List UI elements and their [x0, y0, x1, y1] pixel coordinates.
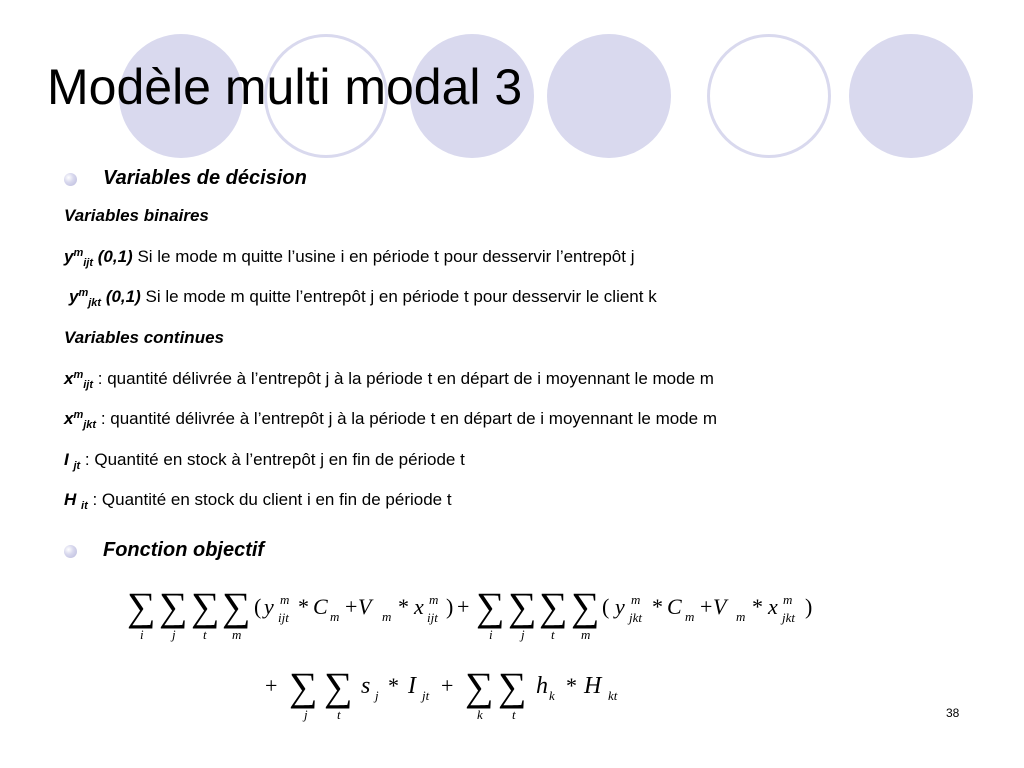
sum-symbol: ∑ — [289, 664, 318, 709]
page-number: 38 — [946, 706, 960, 720]
var-s: s — [361, 673, 371, 699]
var-y: y — [615, 594, 625, 619]
sum-symbol: ∑ — [222, 584, 251, 629]
var-C: C — [313, 594, 328, 619]
variable-symbol: H $_{it}$ — [64, 490, 88, 512]
sum-symbol: ∑ — [465, 664, 494, 709]
variable-symbol: $x^m_{jkt}$ — [64, 409, 97, 431]
plus: + — [457, 594, 470, 619]
var-x: x — [768, 594, 778, 619]
var-C: C — [667, 594, 682, 619]
plus: + — [700, 594, 713, 619]
variable-symbol: I $_{jt}$ — [64, 450, 81, 472]
sum-index: t — [337, 707, 341, 722]
variable-description: : Quantité en stock à l’entrepôt j en fin de période t — [80, 450, 465, 469]
subscript: ijt — [427, 610, 438, 625]
sum-index: j — [521, 627, 525, 642]
variable-description: : quantité délivrée à l’entrepôt j à la période t en départ de i moyennant le mode m — [93, 369, 714, 388]
sum-symbol: ∑ — [159, 584, 188, 629]
superscript: m — [631, 592, 641, 607]
variable-description: : Quantité en stock du client i en fin de période t — [87, 490, 452, 509]
var-H: H — [584, 673, 602, 699]
paren: ) — [446, 594, 454, 619]
variable-symbol: $y^m_{jkt}$ — [69, 287, 102, 309]
subscript: ijt — [278, 610, 289, 625]
subscript: kt — [608, 688, 618, 703]
sum-index: i — [140, 627, 144, 642]
sum-symbol: ∑ — [476, 584, 505, 629]
subscript: m — [382, 609, 392, 624]
subscript: m — [736, 609, 746, 624]
sum-symbol: ∑ — [191, 584, 220, 629]
variable-description: Si le mode m quitte l’usine i en période t pour desservir l’entrepôt j — [132, 247, 635, 266]
subscript: m — [685, 609, 695, 624]
sum-index: t — [551, 627, 555, 642]
var-y: y — [264, 594, 274, 619]
subscript: jkt — [629, 610, 642, 625]
subscript: m — [330, 609, 340, 624]
variable-domain: (0,1) — [93, 247, 133, 266]
sum-symbol: ∑ — [539, 584, 568, 629]
subscript: k — [549, 688, 555, 703]
variable-description: Si le mode m quitte l’entrepôt j en période t pour desservir le client k — [140, 287, 657, 306]
sum-symbol: ∑ — [571, 584, 600, 629]
plus: + — [441, 673, 454, 698]
var-V: V — [713, 594, 727, 619]
sum-symbol: ∑ — [324, 664, 353, 709]
sum-symbol: ∑ — [127, 584, 156, 629]
sum-index: m — [232, 627, 242, 642]
slide-title: Modèle multi modal 3 — [47, 59, 523, 115]
sum-index: k — [477, 707, 483, 722]
var-x: x — [414, 594, 424, 619]
sum-index: i — [489, 627, 493, 642]
sum-index: t — [512, 707, 516, 722]
paren: ( — [602, 594, 610, 619]
times: * — [566, 673, 577, 698]
variable-symbol: $y^m_{ijt}$ — [64, 247, 94, 269]
var-V: V — [358, 594, 372, 619]
sum-symbol: ∑ — [498, 664, 527, 709]
section-heading: Fonction objectif — [103, 539, 265, 561]
var-h: h — [536, 673, 548, 699]
subheading-binary: Variables binaires — [64, 206, 209, 225]
plus: + — [345, 594, 358, 619]
times: * — [398, 594, 409, 619]
times: * — [298, 594, 309, 619]
superscript: m — [429, 592, 439, 607]
paren: ) — [805, 594, 813, 619]
times: * — [388, 673, 399, 698]
superscript: m — [280, 592, 290, 607]
variable-symbol: $x^m_{ijt}$ — [64, 369, 94, 391]
sum-index: j — [172, 627, 176, 642]
sum-symbol: ∑ — [508, 584, 537, 629]
sum-index: j — [304, 707, 308, 722]
sum-index: t — [203, 627, 207, 642]
subscript: j — [375, 688, 379, 703]
paren: ( — [254, 594, 262, 619]
variable-domain: (0,1) — [101, 287, 141, 306]
var-I: I — [408, 673, 416, 699]
times: * — [752, 594, 763, 619]
plus: + — [265, 673, 278, 698]
subscript: jt — [422, 688, 430, 703]
variable-description: : quantité délivrée à l’entrepôt j à la période t en départ de i moyennant le mode m — [96, 409, 717, 428]
superscript: m — [783, 592, 793, 607]
subheading-continuous: Variables continues — [64, 328, 224, 347]
subscript: jkt — [782, 610, 795, 625]
times: * — [652, 594, 663, 619]
section-heading: Variables de décision — [103, 167, 307, 189]
sum-index: m — [581, 627, 591, 642]
